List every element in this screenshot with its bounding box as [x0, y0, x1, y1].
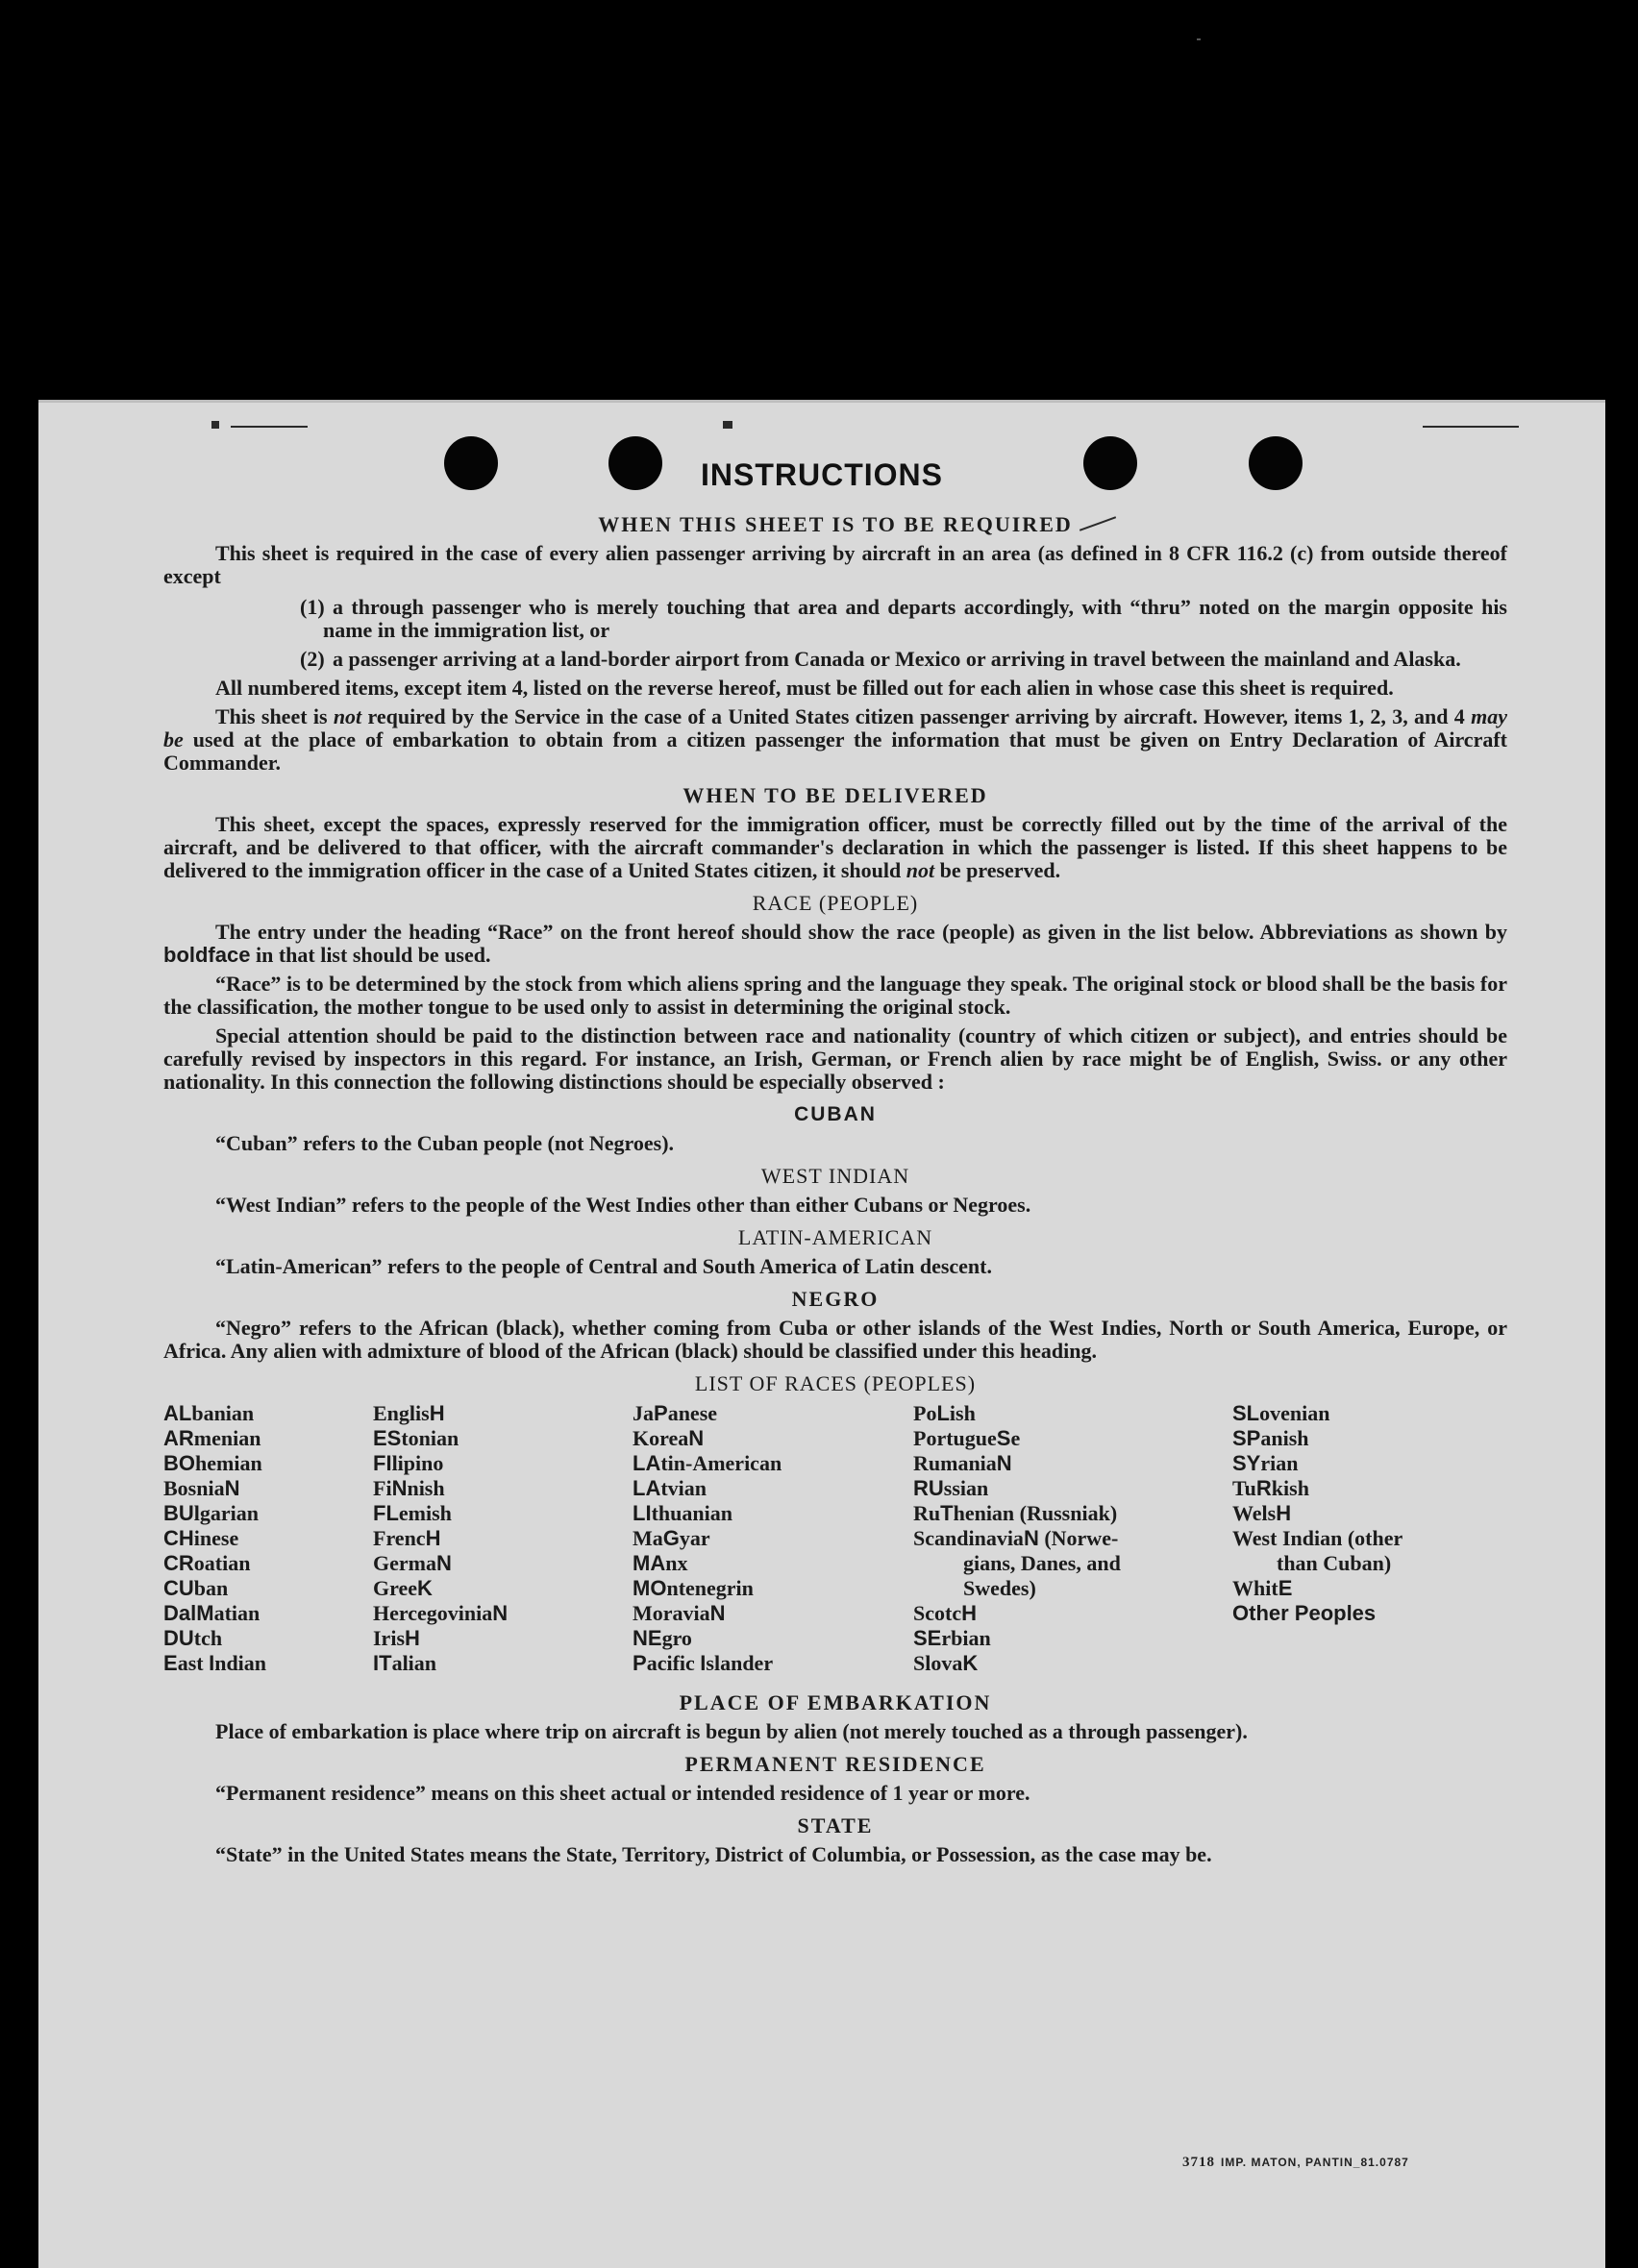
race-entry: MOntenegrin — [633, 1576, 754, 1600]
race-column — [163, 1401, 365, 1676]
exception-text: a through passenger who is merely touching that area and departs accordingly, with “thru” noted on the margin opposite his name in the immigration list, or — [323, 595, 1507, 642]
section-heading-list-of-races: LIST OF RACES (PEOPLES) — [694, 1371, 977, 1395]
race-entry: SlovaK — [913, 1651, 979, 1675]
race-entry: BUlgarian — [163, 1501, 260, 1525]
section-heading-place-of-embarkation: PLACE OF EMBARKATION — [679, 1690, 992, 1714]
section-heading-when-delivered: WHEN TO BE DELIVERED — [682, 783, 988, 807]
race-entry: ITalian — [373, 1651, 437, 1675]
race-entry: FIlipino — [373, 1451, 444, 1475]
state-text: “State” in the United States means the State, Territory, District of Columbia, or Possession, as the case may be. — [215, 1842, 1212, 1866]
race-entry: CHinese — [163, 1526, 239, 1550]
race-column — [373, 1401, 613, 1676]
race-column — [913, 1401, 1202, 1676]
when-delivered-text: This sheet, except the spaces, expressly reserved for the immigration officer, must be correctly filled out by the time of the arrival of the aircraft, and be delivered to that officer, with the aircraft commander's declaration in which the passenger is listed. If this sheet happens to be delivered to the immigration officer in the case of a United States citizen, it should not be preserved. — [163, 812, 1507, 882]
when-required-intro: This sheet is required in the case of every alien passenger arriving by aircraft in an area (as defined in 8 CFR 116.2 (c) from outside thereof except — [163, 541, 1507, 588]
race-entry: ScandinaviaN (Norwe- — [913, 1526, 1119, 1550]
form-number: 3718 — [1182, 2155, 1215, 2170]
when-required-para3: This sheet is not required by the Service in the case of a United States citizen passenger arriving by aircraft. However, items 1, 2, 3, and 4 may be used at the place of embarkation to obtain from a citizen passenger the information that must be given on Entry Declaration of Aircraft Commander. — [163, 704, 1507, 775]
race-entry: MAnx — [633, 1551, 688, 1575]
race-entry: LIthuanian — [633, 1501, 732, 1525]
race-entry: DalMatian — [163, 1601, 261, 1625]
form-footer — [1182, 2155, 1409, 2171]
place-of-embarkation-text: Place of embarkation is place where trip on aircraft is begun by alien (not merely touched as a through passenger). — [215, 1719, 1248, 1743]
section-heading-when-required: WHEN THIS SHEET IS TO BE REQUIRED — [598, 512, 1073, 536]
exception-item — [163, 648, 1507, 671]
race-entry: NEgro — [633, 1626, 692, 1650]
race-para2: “Race” is to be determined by the stock from which aliens spring and the language they speak. The original stock or blood shall be the basis for the classification, the mother tongue to be used only to assist in determining the original stock. — [163, 972, 1507, 1019]
race-column — [1232, 1401, 1507, 1626]
race-entry: RuThenian (Russniak) — [913, 1501, 1118, 1525]
race-entry: RUssian — [913, 1476, 989, 1500]
race-entry: HercegoviniaN — [373, 1601, 509, 1625]
scan-speck — [1197, 38, 1201, 40]
race-entry: ScotcH — [913, 1601, 977, 1625]
exception-list — [163, 596, 1507, 671]
exception-number: (1) — [300, 595, 325, 619]
section-heading-permanent-residence: PERMANENT RESIDENCE — [684, 1752, 986, 1776]
race-entry: GreeK — [373, 1576, 433, 1600]
instructions-body — [163, 504, 1507, 1866]
printer-imprint: IMP. MATON, PANTIN_81.0787 — [1221, 2156, 1409, 2169]
race-entry: PoLish — [913, 1401, 976, 1425]
scan-mark — [231, 426, 308, 428]
race-entry: DUtch — [163, 1626, 223, 1650]
race-entry: than Cuban) — [1277, 1551, 1392, 1575]
race-entry: SPanish — [1232, 1426, 1309, 1450]
race-entry: IrisH — [373, 1626, 420, 1650]
cuban-text: “Cuban” refers to the Cuban people (not Negroes). — [215, 1131, 675, 1155]
race-entry: RumaniaN — [913, 1451, 1012, 1475]
section-heading-race: RACE (PEOPLE) — [752, 891, 919, 915]
race-entry: East Indian — [163, 1651, 267, 1675]
section-heading-negro: NEGRO — [791, 1287, 880, 1311]
section-heading-latin-american: LATIN-AMERICAN — [737, 1225, 933, 1249]
race-para1: The entry under the heading “Race” on the front hereof should show the race (people) as given in the list below. Abbreviations as shown by boldface in that list should be used. — [163, 920, 1507, 967]
race-entry: EStonian — [373, 1426, 459, 1450]
scan-mark — [723, 421, 732, 429]
race-entry: LAtin-American — [633, 1451, 782, 1475]
race-entry: WelsH — [1232, 1501, 1292, 1525]
race-entry: KoreaN — [633, 1426, 705, 1450]
race-entry: West Indian (other — [1232, 1526, 1403, 1550]
race-entry: ARmenian — [163, 1426, 261, 1450]
race-entry: FiNnish — [373, 1476, 445, 1500]
race-entry: PortugueSe — [913, 1426, 1021, 1450]
race-entry: MaGyar — [633, 1526, 710, 1550]
race-entry: WhitE — [1232, 1576, 1293, 1600]
race-list — [163, 1401, 1507, 1682]
race-entry: CRoatian — [163, 1551, 251, 1575]
exception-text: a passenger arriving at a land-border airport from Canada or Mexico or arriving in travel between the mainland and Alaska. — [333, 647, 1461, 671]
section-heading-state: STATE — [797, 1813, 874, 1837]
race-entry: gians, Danes, and — [963, 1551, 1121, 1575]
race-entry: CUban — [163, 1576, 229, 1600]
instruction-sheet — [38, 400, 1605, 2268]
permanent-residence-text: “Permanent residence” means on this sheet actual or intended residence of 1 year or more. — [215, 1781, 1030, 1805]
section-heading-west-indian: WEST INDIAN — [760, 1164, 910, 1188]
race-entry: GermaN — [373, 1551, 452, 1575]
scan-mark — [211, 421, 219, 429]
exception-item — [163, 596, 1507, 642]
race-entry: BosniaN — [163, 1476, 240, 1500]
race-entry: MoraviaN — [633, 1601, 726, 1625]
race-entry: Swedes) — [963, 1576, 1036, 1600]
exception-number: (2) — [300, 647, 325, 671]
race-entry: SLovenian — [1232, 1401, 1330, 1425]
when-required-para2: All numbered items, except item 4, listed on the reverse hereof, must be filled out for each alien in whose case this sheet is required. — [215, 676, 1394, 700]
race-entry: FLemish — [373, 1501, 452, 1525]
race-entry: EnglisH — [373, 1401, 445, 1425]
race-entry: Pacific Islander — [633, 1651, 774, 1675]
race-entry: SYrian — [1232, 1451, 1299, 1475]
scan-mark — [1423, 426, 1519, 428]
negro-text: “Negro” refers to the African (black), whether coming from Cuba or other islands of the West Indies, North or South America, Europe, or Africa. Any alien with admixture of blood of the African (black) should be classified under this heading. — [163, 1316, 1507, 1363]
race-entry: JaPanese — [633, 1401, 718, 1425]
race-column — [633, 1401, 892, 1676]
latin-american-text: “Latin-American” refers to the people of Central and South America of Latin descent. — [215, 1254, 992, 1278]
section-heading-cuban: CUBAN — [794, 1103, 877, 1125]
race-entry: Other Peoples — [1232, 1601, 1377, 1625]
sheet-edge — [38, 400, 1605, 403]
race-entry: TuRkish — [1232, 1476, 1309, 1500]
race-entry: SErbian — [913, 1626, 991, 1650]
race-entry: BOhemian — [163, 1451, 262, 1475]
page-title: INSTRUCTIONS — [701, 457, 943, 492]
race-entry: FrencH — [373, 1526, 441, 1550]
race-entry: LAtvian — [633, 1476, 707, 1500]
race-entry: ALbanian — [163, 1401, 255, 1425]
race-para3: Special attention should be paid to the distinction between race and nationality (country of which citizen or subject), and entries should be carefully revised by inspectors in this regard. For instance, an Irish, German, or French alien by race might be of English, Swiss. or any other nationality. In this connection the following distinctions should be especially observed : — [163, 1023, 1507, 1094]
west-indian-text: “West Indian” refers to the people of the West Indies other than either Cubans or Negroes. — [215, 1193, 1031, 1217]
